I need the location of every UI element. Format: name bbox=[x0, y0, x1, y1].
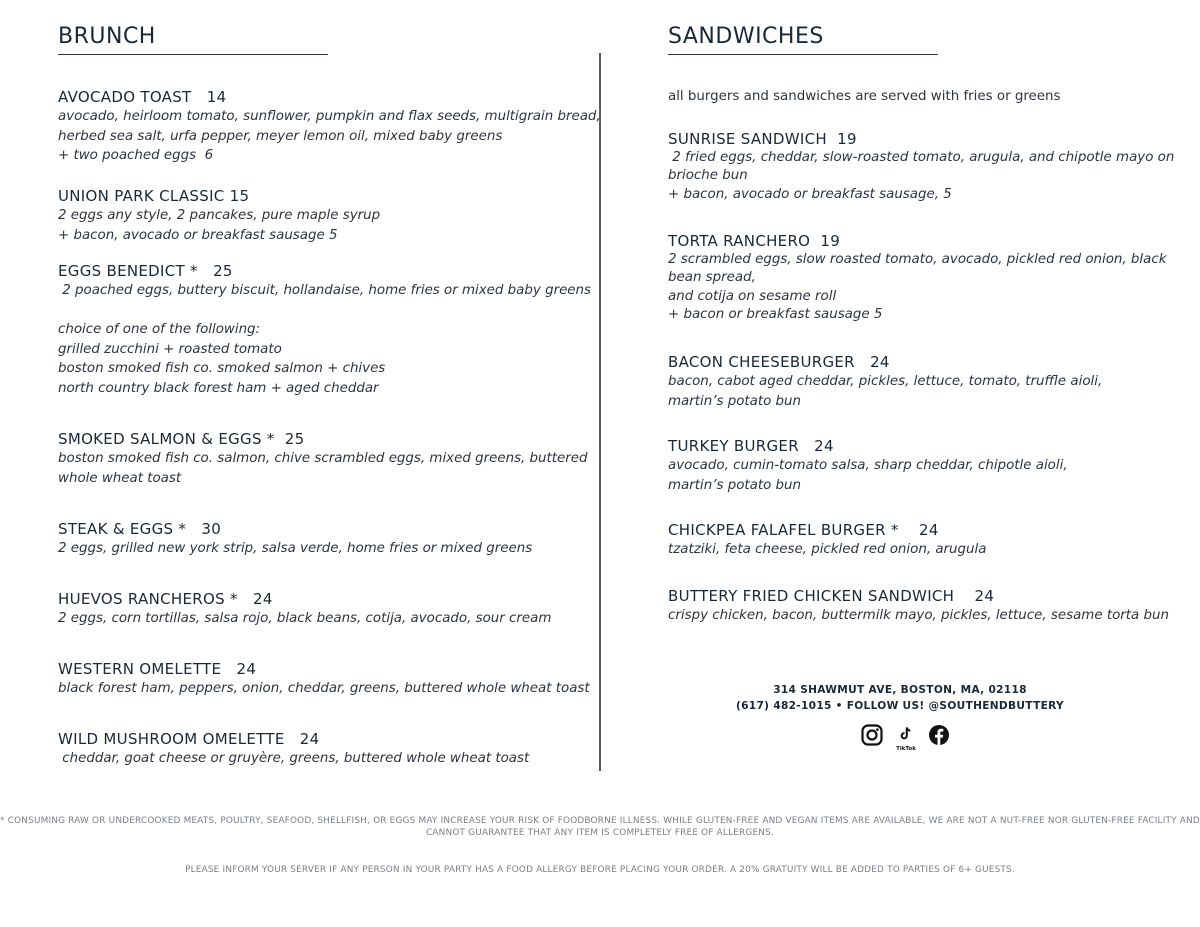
item-desc-line: 2 eggs any style, 2 pancakes, pure maple syrup bbox=[58, 208, 381, 223]
item-desc-line: 2 scrambled eggs, slow roasted tomato, avocado, pickled red onion, black bbox=[668, 252, 1167, 267]
phone-and-social-handle: (617) 482-1015 • FOLLOW US! @SOUTHENDBUTTERY bbox=[735, 700, 1064, 712]
menu-item-buttery-fried-chicken-sandwich bbox=[668, 586, 1169, 626]
item-desc-line: and cotija on sesame roll bbox=[668, 288, 837, 304]
item-name: AVOCADO TOAST 14 bbox=[58, 88, 227, 106]
item-desc-spacer bbox=[58, 301, 591, 321]
item-desc-line: tzatziki, feta cheese, pickled red onion, arugula bbox=[668, 542, 987, 557]
brunch-heading: BRUNCH bbox=[58, 24, 328, 55]
item-desc-line: 2 fried eggs, cheddar, slow-roasted tomato, arugula, and chipotle mayo on bbox=[668, 150, 1175, 165]
item-name: WESTERN OMELETTE 24 bbox=[58, 660, 257, 678]
item-desc-line: martin’s potato bun bbox=[668, 477, 802, 493]
menu-item-huevos-rancheros bbox=[58, 589, 551, 629]
item-desc-line: + bacon, avocado or breakfast sausage, 5 bbox=[668, 186, 952, 202]
menu-item-turkey-burger bbox=[668, 436, 1068, 495]
item-desc-line: crispy chicken, bacon, buttermilk mayo, pickles, lettuce, sesame torta bun bbox=[668, 608, 1169, 623]
tiktok-label: TikTok bbox=[896, 746, 916, 752]
item-desc-line: boston smoked fish co. smoked salmon + chives bbox=[58, 361, 386, 377]
item-desc-line: brioche bun bbox=[668, 168, 748, 184]
item-name: UNION PARK CLASSIC 15 bbox=[58, 187, 250, 205]
facebook-icon[interactable] bbox=[928, 724, 950, 750]
item-desc-line: grilled zucchini + roasted tomato bbox=[58, 341, 282, 357]
menu-item-torta-ranchero bbox=[668, 231, 1166, 325]
menu-item-eggs-benedict bbox=[58, 261, 591, 399]
menu-item-sunrise-sandwich bbox=[668, 129, 1174, 204]
allergy-disclaimer-line-1: * CONSUMING RAW OR UNDERCOOKED MEATS, POULTRY, SEAFOOD, SHELLFISH, OR EGGS MAY INCREASE YOUR RISK OF FOODBORNE ILLNESS. WHILE GLUTEN-FREE AND VEGAN ITEMS ARE AVAILABLE, WE ARE NOT A NUT-FREE NOR GLUTEN-FREE FACILITY AND bbox=[0, 816, 1200, 826]
item-desc-line: north country black forest ham + aged cheddar bbox=[58, 380, 379, 396]
menu-item-avocado-toast bbox=[58, 87, 601, 166]
item-desc-line: martin’s potato bun bbox=[668, 393, 802, 409]
menu-item-western-omelette bbox=[58, 659, 590, 699]
item-name: WILD MUSHROOM OMELETTE 24 bbox=[58, 730, 320, 748]
item-name: STEAK & EGGS * 30 bbox=[58, 520, 222, 538]
item-name: EGGS BENEDICT * 25 bbox=[58, 262, 233, 280]
item-name: BUTTERY FRIED CHICKEN SANDWICH 24 bbox=[668, 587, 995, 605]
item-name: SMOKED SALMON & EGGS * 25 bbox=[58, 430, 305, 448]
restaurant-address: 314 SHAWMUT AVE, BOSTON, MA, 02118 bbox=[773, 684, 1027, 696]
menu-item-steak-eggs bbox=[58, 519, 532, 559]
item-desc-line: herbed sea salt, urfa pepper, meyer lemon oil, mixed baby greens bbox=[58, 128, 503, 144]
item-desc-line: bacon, cabot aged cheddar, pickles, lettuce, tomato, truffle aioli, bbox=[668, 374, 1103, 389]
instagram-icon[interactable] bbox=[861, 724, 883, 750]
sandwiches-intro: all burgers and sandwiches are served with fries or greens bbox=[668, 89, 1061, 104]
menu-item-bacon-cheeseburger bbox=[668, 352, 1102, 411]
item-desc-line: whole wheat toast bbox=[58, 470, 182, 486]
item-desc-line: avocado, heirloom tomato, sunflower, pumpkin and flax seeds, multigrain bread, bbox=[58, 109, 601, 124]
menu-item-wild-mushroom-omelette bbox=[58, 729, 529, 769]
allergy-disclaimer-line-2: CANNOT GUARANTEE THAT ANY ITEM IS COMPLETELY FREE OF ALLERGENS. bbox=[426, 828, 774, 838]
item-name: BACON CHEESEBURGER 24 bbox=[668, 353, 890, 371]
item-desc-line: black forest ham, peppers, onion, cheddar, greens, buttered whole wheat toast bbox=[58, 681, 590, 696]
sandwiches-heading: SANDWICHES bbox=[668, 24, 938, 55]
item-desc-line: 2 poached eggs, buttery biscuit, hollandaise, home fries or mixed baby greens bbox=[58, 283, 592, 298]
item-desc-line: 2 eggs, corn tortillas, salsa rojo, black beans, cotija, avocado, sour cream bbox=[58, 611, 552, 626]
item-desc-line: avocado, cumin-tomato salsa, sharp cheddar, chipotle aioli, bbox=[668, 458, 1068, 473]
item-desc-line: choice of one of the following: bbox=[58, 322, 261, 338]
tiktok-icon[interactable] bbox=[895, 726, 917, 752]
item-name: SUNRISE SANDWICH 19 bbox=[668, 130, 857, 148]
menu-item-smoked-salmon-eggs bbox=[58, 429, 588, 488]
item-desc-line: cheddar, goat cheese or gruyère, greens, buttered whole wheat toast bbox=[58, 751, 530, 766]
item-name: CHICKPEA FALAFEL BURGER * 24 bbox=[668, 521, 939, 539]
item-desc-line: + two poached eggs 6 bbox=[58, 148, 214, 164]
server-gratuity-note: PLEASE INFORM YOUR SERVER IF ANY PERSON IN YOUR PARTY HAS A FOOD ALLERGY BEFORE PLACING YOUR ORDER. A 20% GRATUITY WILL BE ADDED TO PARTIES OF 6+ GUESTS. bbox=[185, 865, 1015, 875]
item-name: TURKEY BURGER 24 bbox=[668, 437, 834, 455]
item-desc-line: 2 eggs, grilled new york strip, salsa verde, home fries or mixed greens bbox=[58, 541, 533, 556]
item-desc-line: boston smoked fish co. salmon, chive scrambled eggs, mixed greens, buttered bbox=[58, 451, 588, 466]
item-name: HUEVOS RANCHEROS * 24 bbox=[58, 590, 273, 608]
menu-item-chickpea-falafel-burger bbox=[668, 520, 986, 560]
menu-item-union-park-classic bbox=[58, 186, 380, 245]
item-desc-line: + bacon, avocado or breakfast sausage 5 bbox=[58, 227, 338, 243]
item-desc-line: bean spread, bbox=[668, 270, 756, 286]
item-name: TORTA RANCHERO 19 bbox=[668, 232, 841, 250]
item-desc-line: + bacon or breakfast sausage 5 bbox=[668, 307, 883, 323]
